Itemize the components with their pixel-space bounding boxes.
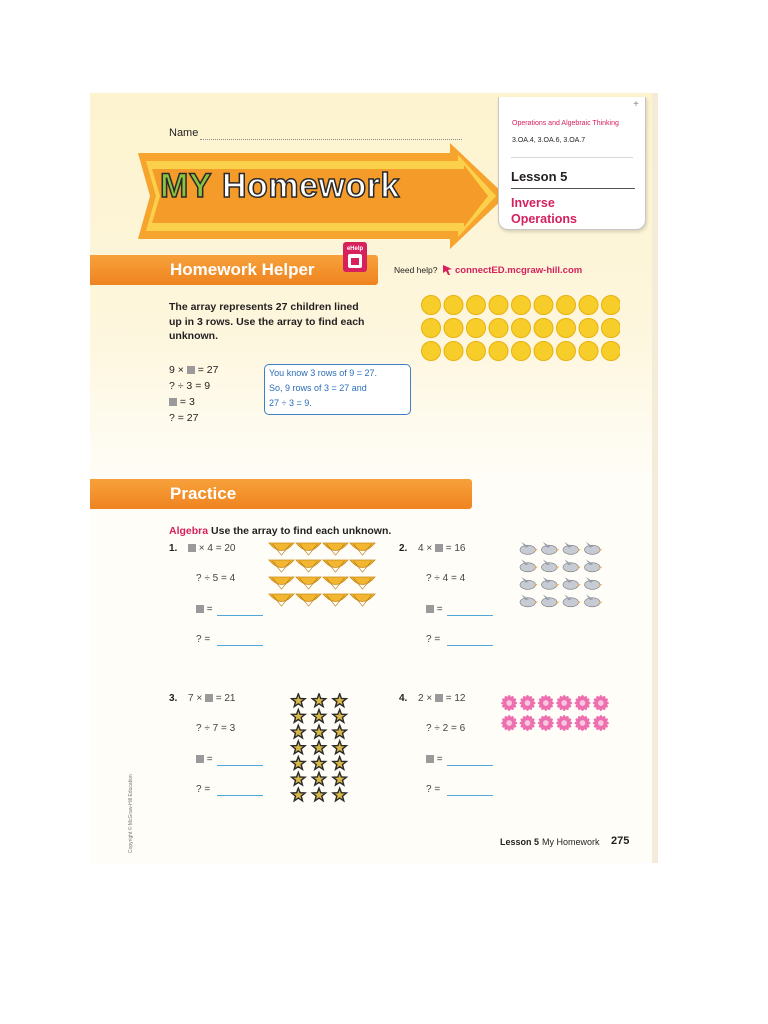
- helper-text: The array represents 27 children lined up in 3 rows. Use the array to find each unknown.: [169, 301, 365, 343]
- practice-instructions: [169, 525, 391, 537]
- dot: [534, 342, 553, 361]
- lesson-label: Lesson 5: [511, 169, 568, 184]
- bird-icon: [585, 577, 603, 589]
- dot: [422, 319, 441, 338]
- dot: [467, 342, 486, 361]
- answer-blank[interactable]: [217, 645, 263, 646]
- star-icon: [292, 694, 306, 707]
- star-icon: [312, 725, 325, 738]
- star-icon: [333, 788, 347, 801]
- dot: [489, 319, 508, 338]
- problem-eq3: =: [426, 604, 443, 615]
- dot: [557, 342, 576, 361]
- star-icon: [292, 710, 306, 723]
- dot: [534, 296, 553, 315]
- homework-helper-title: Homework Helper: [170, 260, 315, 279]
- star-icon: [292, 725, 306, 738]
- lesson-name: [511, 195, 577, 228]
- practice-title: Practice: [170, 484, 237, 503]
- star-icon: [312, 772, 325, 785]
- sunflower-icon: [323, 560, 348, 572]
- sunflower-icon: [350, 577, 375, 589]
- flower-icon: [593, 715, 609, 731]
- answer-blank[interactable]: [217, 615, 263, 616]
- dot: [512, 296, 531, 315]
- bird-icon: [585, 542, 603, 554]
- problem-eq1: 2 × = 12: [418, 693, 466, 704]
- bird-icon: [542, 559, 560, 571]
- note-line: So, 9 rows of 3 = 27 and: [269, 383, 367, 393]
- dot: [444, 342, 463, 361]
- page-number: 275: [611, 835, 630, 847]
- problem-eq2: ? ÷ 2 = 6: [426, 723, 466, 734]
- dot: [489, 342, 508, 361]
- sunflower-icon: [296, 577, 321, 589]
- flower-icon: [575, 715, 591, 731]
- problem-eq3: =: [196, 754, 213, 765]
- dot: [602, 319, 621, 338]
- practice-band: [90, 479, 472, 509]
- ehelp-label: eHelp: [346, 246, 364, 252]
- answer-blank[interactable]: [447, 765, 493, 766]
- note-line: You know 3 rows of 9 = 27.: [269, 368, 377, 378]
- sunflower-icon: [350, 560, 375, 572]
- helper-eq4: ? = 27: [169, 412, 199, 424]
- flower-icon: [556, 695, 572, 711]
- star-icon: [292, 772, 306, 785]
- problem-eq2: ? ÷ 7 = 3: [196, 723, 236, 734]
- dot: [534, 319, 553, 338]
- star-icon: [292, 788, 306, 801]
- star-icon: [292, 757, 306, 770]
- flower-icon: [556, 715, 572, 731]
- problem-eq2: ? ÷ 4 = 4: [426, 573, 466, 584]
- dot: [467, 319, 486, 338]
- dot: [512, 342, 531, 361]
- bird-icon: [563, 559, 581, 571]
- sunflower-icon: [269, 594, 294, 606]
- dot: [557, 296, 576, 315]
- star-icon: [292, 741, 306, 754]
- title-homework: Homework: [222, 167, 400, 205]
- sunflower-icon: [296, 543, 321, 555]
- homework-page: [90, 93, 658, 863]
- problem-eq4: ? =: [426, 784, 441, 795]
- name-line: [200, 139, 462, 140]
- bird-icon: [563, 577, 581, 589]
- sunflower-icon: [269, 560, 294, 572]
- flower-icon: [538, 715, 554, 731]
- title-my: MY: [160, 167, 212, 205]
- problem-eq1: 7 × = 21: [188, 693, 236, 704]
- sunflower-icon: [269, 577, 294, 589]
- helper-eq2: ? ÷ 3 = 9: [169, 380, 211, 392]
- problem-eq2: ? ÷ 5 = 4: [196, 573, 236, 584]
- stars-array: [288, 693, 350, 803]
- sunflower-icon: [323, 577, 348, 589]
- problem-number: 2.: [399, 543, 408, 554]
- problem-eq3: =: [426, 754, 443, 765]
- star-icon: [333, 725, 347, 738]
- standards-label: 3.OA.4, 3.OA.6, 3.OA.7: [512, 137, 586, 144]
- star-icon: [333, 757, 347, 770]
- dot: [489, 296, 508, 315]
- bird-icon: [542, 542, 560, 554]
- page-title: [160, 169, 400, 203]
- dot: [422, 342, 441, 361]
- dot: [557, 319, 576, 338]
- dot: [444, 296, 463, 315]
- problem-eq3: =: [196, 604, 213, 615]
- name-label: Name: [169, 127, 199, 139]
- page-edge: [652, 93, 658, 863]
- bird-icon: [585, 594, 603, 606]
- problem-number: 4.: [399, 693, 408, 704]
- star-icon: [333, 772, 347, 785]
- dot: [422, 296, 441, 315]
- sunflower-icon: [350, 543, 375, 555]
- dot: [579, 296, 598, 315]
- bird-icon: [520, 577, 538, 589]
- strand-label: Operations and Algebraic Thinking: [512, 120, 619, 127]
- flower-icon: [593, 695, 609, 711]
- lesson-name-line1: Inverse: [511, 196, 555, 210]
- helper-note: [264, 364, 411, 415]
- problem-eq1: 4 × = 16: [418, 543, 466, 554]
- flower-icon: [575, 695, 591, 711]
- star-icon: [312, 757, 325, 770]
- flower-icon: [520, 695, 536, 711]
- footer-lesson: Lesson 5: [500, 837, 540, 847]
- problem-number: 3.: [169, 693, 178, 704]
- sunflowers-array: [268, 541, 376, 609]
- need-help-label: Need help?: [394, 265, 438, 275]
- plus-icon: +: [633, 99, 639, 110]
- sunflower-icon: [296, 560, 321, 572]
- problem-eq1: × 4 = 20: [188, 543, 235, 554]
- note-line: 27 ÷ 3 = 9.: [269, 398, 312, 408]
- answer-blank[interactable]: [217, 765, 263, 766]
- ehelp-icon[interactable]: [342, 241, 368, 273]
- bird-icon: [542, 594, 560, 606]
- lesson-tab: [498, 97, 646, 230]
- sunflower-icon: [296, 594, 321, 606]
- bird-icon: [520, 594, 538, 606]
- flower-icon: [501, 715, 517, 731]
- divider: [511, 188, 635, 189]
- answer-blank[interactable]: [447, 645, 493, 646]
- problem-eq4: ? =: [426, 634, 441, 645]
- flower-icon: [501, 695, 517, 711]
- dot: [467, 296, 486, 315]
- star-icon: [312, 710, 325, 723]
- homework-helper-band: [90, 255, 378, 285]
- footer-text: My Homework: [542, 837, 600, 847]
- bird-icon: [520, 559, 538, 571]
- star-icon: [312, 694, 325, 707]
- sunflower-icon: [323, 594, 348, 606]
- dot: [579, 319, 598, 338]
- problem-number: 1.: [169, 543, 178, 554]
- star-icon: [312, 741, 325, 754]
- flower-icon: [538, 695, 554, 711]
- sunflower-icon: [350, 594, 375, 606]
- dot: [602, 342, 621, 361]
- answer-blank[interactable]: [447, 615, 493, 616]
- helper-eq1: 9 × = 27: [169, 364, 219, 376]
- dot: [602, 296, 621, 315]
- dot-array: [420, 294, 620, 362]
- dot: [579, 342, 598, 361]
- instructions-text: Use the array to find each unknown.: [211, 525, 392, 537]
- star-icon: [333, 694, 347, 707]
- star-icon: [333, 710, 347, 723]
- answer-blank[interactable]: [447, 795, 493, 796]
- bird-icon: [563, 594, 581, 606]
- algebra-tag: Algebra: [169, 525, 209, 537]
- flower-icon: [520, 715, 536, 731]
- sunflower-icon: [269, 543, 294, 555]
- copyright: Copyright © McGraw-Hill Education: [128, 774, 134, 853]
- birds-array: [517, 541, 603, 611]
- sunflower-icon: [323, 543, 348, 555]
- problem-eq4: ? =: [196, 634, 211, 645]
- cursor-icon: [442, 264, 454, 276]
- helper-eq3: = 3: [169, 396, 195, 408]
- problem-eq4: ? =: [196, 784, 211, 795]
- dot: [512, 319, 531, 338]
- divider: [511, 157, 633, 158]
- star-icon: [312, 788, 325, 801]
- bird-icon: [520, 542, 538, 554]
- connected-link[interactable]: connectED.mcgraw-hill.com: [455, 265, 583, 276]
- flowers-array: [500, 693, 610, 733]
- answer-blank[interactable]: [217, 795, 263, 796]
- star-icon: [333, 741, 347, 754]
- lesson-name-line2: Operations: [511, 212, 577, 227]
- bird-icon: [542, 577, 560, 589]
- bird-icon: [563, 542, 581, 554]
- dot: [444, 319, 463, 338]
- bird-icon: [585, 559, 603, 571]
